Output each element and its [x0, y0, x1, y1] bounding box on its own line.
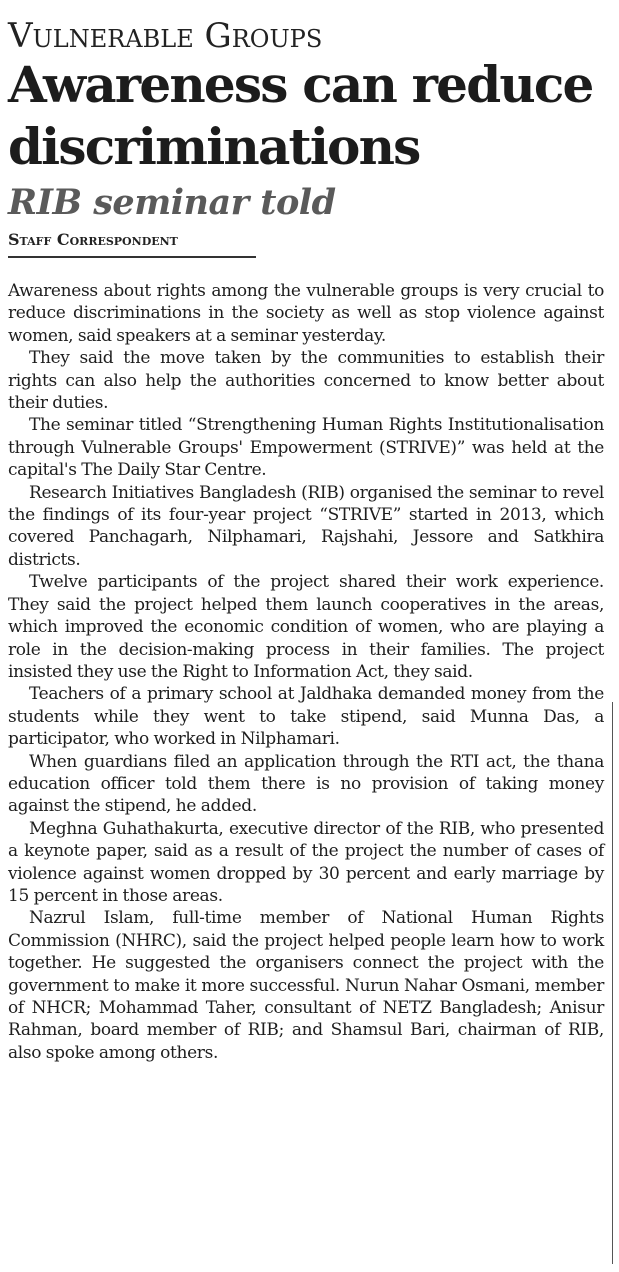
article-headline: Awareness can reduce discriminations	[8, 55, 593, 176]
news-article	[8, 18, 604, 1064]
article-paragraph: Research Initiatives Bangladesh (RIB) organised the seminar to revel the findings of its four-year project “STRIVE” started in 2013, which covered Panchagarh, Nilphamari, Rajshahi, Jessore and Satkhira districts.	[8, 482, 604, 570]
article-paragraph: Twelve participants of the project shared their work experience. They said the project helped them launch cooperatives in the areas, which improved the economic condition of women, who are playing a role in the decision-making process in their families. The project insisted they use the Right to Information Act, they said.	[8, 572, 604, 682]
article-paragraph: The seminar titled “Strengthening Human Rights Institutionalisation through Vulnerable Groups' Empowerment (STRIVE)” was held at the capital's The Daily Star Centre.	[8, 415, 604, 481]
article-subheadline: RIB seminar told	[8, 182, 336, 223]
article-kicker: Vulnerable Groups	[8, 16, 323, 56]
article-paragraph: When guardians filed an application through the RTI act, the thana education officer told them there is no provision of taking money against the stipend, he added.	[8, 751, 604, 817]
article-paragraph: Meghna Guhathakurta, executive director of the RIB, who presented a keynote paper, said as a result of the project the number of cases of violence against women dropped by 30 percent and early marriage by 15 percent in those areas.	[8, 818, 604, 906]
article-body	[8, 280, 604, 1064]
article-paragraph: Nazrul Islam, full-time member of National Human Rights Commission (NHRC), said the project helped people learn how to work together. He suggested the organisers connect the project with the government to make it more successful. Nurun Nahar Osmani, member of NHCR; Mohammad Taher, consultant of NETZ Bangladesh; Anisur Rahman, board member of RIB; and Shamsul Bari, chairman of RIB, also spoke among others.	[8, 908, 604, 1063]
article-byline: Staff Correspondent	[8, 230, 256, 258]
article-paragraph: Teachers of a primary school at Jaldhaka demanded money from the students while they went to take stipend, said Munna Das, a participator, who worked in Nilphamari.	[8, 684, 604, 750]
article-paragraph: They said the move taken by the communities to establish their rights can also help the authorities concerned to know better about their duties.	[8, 348, 604, 414]
column-divider	[612, 702, 613, 1264]
article-paragraph: Awareness about rights among the vulnerable groups is very crucial to reduce discriminations in the society as well as stop violence against women, said speakers at a seminar yesterday.	[8, 281, 604, 346]
